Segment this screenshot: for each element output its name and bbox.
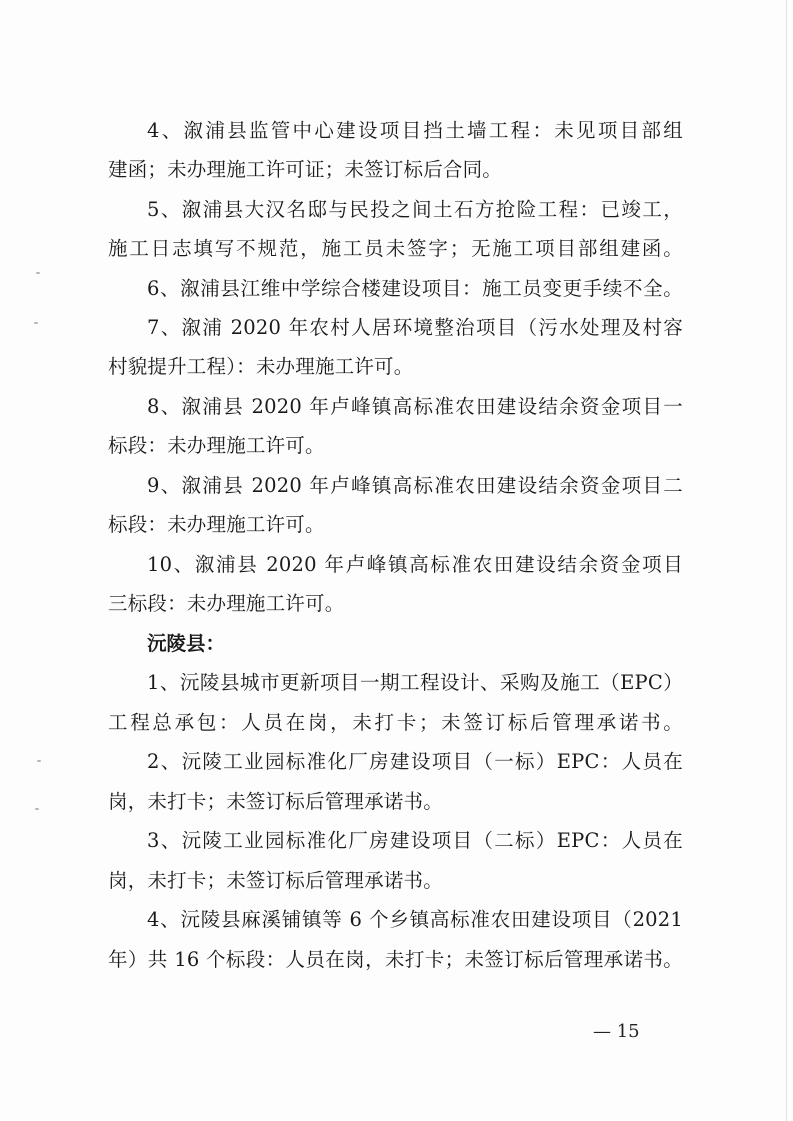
text-line: 年）共 16 个标段：人员在岗，未打卡；未签订标后管理承诺书。 [108,948,683,971]
text-line: 标段：未办理施工许可。 [108,513,325,536]
text-line: 7、溆浦 2020 年农村人居环境整治项目（污水处理及村容 [147,316,683,339]
text-line: 岗，未打卡；未签订标后管理承诺书。 [108,790,443,813]
text-line: 2、沅陵工业园标准化厂房建设项目（一标）EPC：人员在 [147,750,683,773]
text-line: 标段：未办理施工许可。 [108,434,325,457]
text-line: 4、溆浦县监管中心建设项目挡土墙工程：未见项目部组 [147,119,683,142]
text-line: 5、溆浦县大汉名邸与民投之间土石方抢险工程：已竣工， [147,198,683,221]
text-line: 建函；未办理施工许可证；未签订标后合同。 [108,158,503,181]
text-line: 工程总承包：人员在岗，未打卡；未签订标后管理承诺书。 [108,711,683,734]
text-line: 3、沅陵工业园标准化厂房建设项目（二标）EPC：人员在 [147,829,683,852]
text-line: 6、溆浦县江维中学综合楼建设项目：施工员变更手续不全。 [147,277,683,300]
scan-speck [34,322,38,324]
scan-speck [36,272,40,274]
text-line: 三标段：未办理施工许可。 [108,592,345,615]
scan-speck [35,808,39,810]
text-line: 村貌提升工程）：未办理施工许可。 [108,355,414,378]
text-line: 8、溆浦县 2020 年卢峰镇高标准农田建设结余资金项目一 [147,395,683,418]
section-heading: 沅陵县： [147,632,226,655]
text-line: 9、溆浦县 2020 年卢峰镇高标准农田建设结余资金项目二 [147,474,683,497]
page-number: — 15 [593,1021,640,1042]
text-line: 施工日志填写不规范，施工员未签字；无施工项目部组建函。 [108,237,683,260]
text-line: 4、沅陵县麻溪铺镇等 6 个乡镇高标准农田建设项目（2021 [147,908,683,931]
scan-speck [37,760,41,762]
text-line: 10、溆浦县 2020 年卢峰镇高标准农田建设结余资金项目 [147,553,683,576]
text-line: 1、沅陵县城市更新项目一期工程设计、采购及施工（EPC） [147,671,683,694]
scan-edge [786,0,787,1121]
text-line: 岗，未打卡；未签订标后管理承诺书。 [108,869,443,892]
